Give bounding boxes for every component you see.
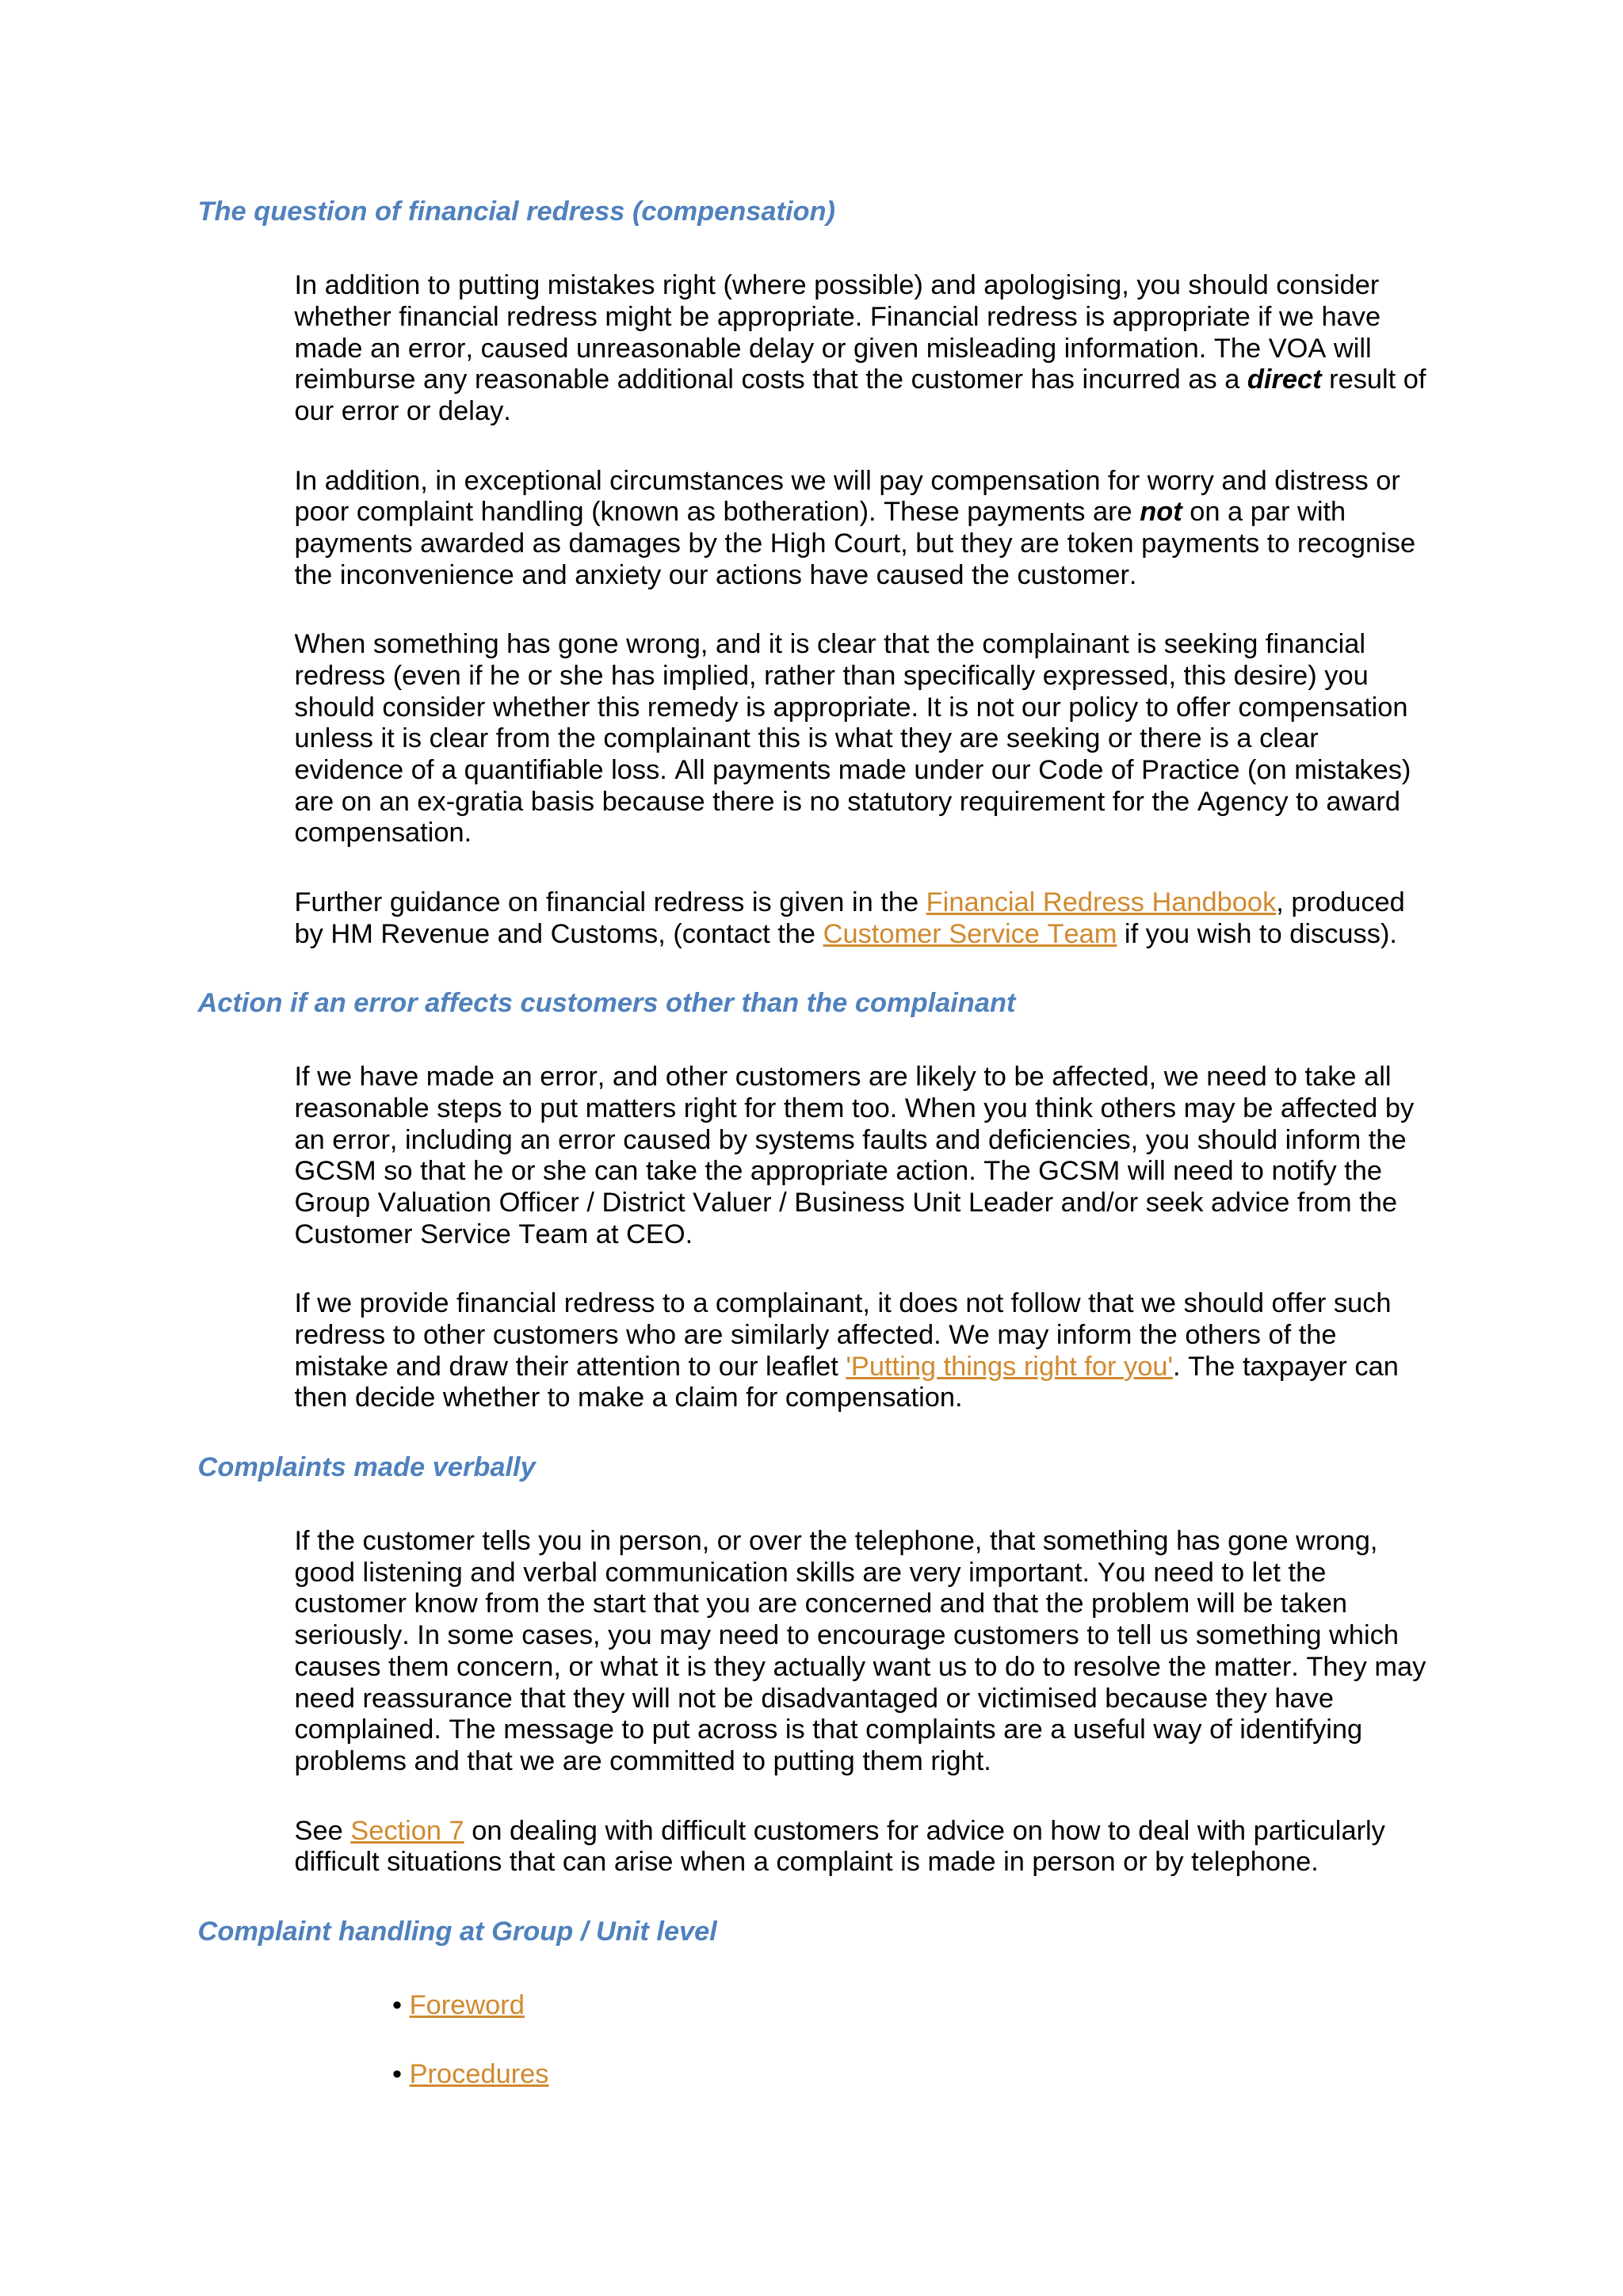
paragraph — [295, 270, 1434, 428]
paragraph-text: When something has gone wrong, and it is clear that the complainant is seeking financial redress (even if he or she has implied, rather than specifically expressed, this desire) you should consider whether this remedy is appropriate. It is not our policy to offer compensation unless it is clear from the complainant this is what they are seeking or there is a clear evidence of a quantifiable loss. All payments made under our Code of Practice (on mistakes) are on an ex-gratia basis because there is no statutory requirement for the Agency to award compensation. — [294, 629, 1411, 849]
emphasis-text: direct — [1247, 364, 1322, 395]
paragraph-text: result of our error or delay. — [294, 364, 1426, 427]
paragraph — [295, 466, 1434, 592]
paragraph-text: . The taxpayer can then decide whether to make a claim for compensation. — [294, 1351, 1399, 1413]
paragraph — [295, 887, 1434, 950]
paragraph — [295, 1526, 1434, 1778]
section-heading: Complaints made verbally — [197, 1451, 536, 1482]
bullet-glyph: • — [392, 2059, 403, 2090]
section-group-unit-level — [0, 1917, 1623, 2091]
procedures-link[interactable]: Procedures — [409, 2059, 549, 2090]
section-7-link[interactable]: Section 7 — [350, 1815, 464, 1846]
paragraph-text: on a par with payments awarded as damages by the High Court, but they are token payments to recognise the inconvenience and anxiety our actions have caused the customer. — [294, 497, 1416, 590]
section-heading: Action if an error affects customers other than the complainant — [197, 988, 1016, 1019]
list-item — [392, 2059, 1623, 2091]
paragraph-text: If we have made an error, and other customers are likely to be affected, we need to take all reasonable steps to put matters right for them too. When you think others may be affected by an error, including an error caused by systems faults and deficiencies, you should inform the GCSM so that he or she can take the appropriate action. The GCSM will need to notify the Group Valuation Officer / District Valuer / Business Unit Leader and/or seek advice from the Customer Service Team at CEO. — [294, 1062, 1415, 1249]
paragraph-text: on dealing with difficult customers for advice on how to deal with particularly difficult situations that can arise when a complaint is made in person or by telephone. — [294, 1815, 1385, 1878]
section-heading: Complaint handling at Group / Unit level — [197, 1916, 717, 1947]
paragraph-text: If we provide financial redress to a complainant, it does not follow that we should offer such redress to other customers who are similarly affected. We may inform the others of the mistake and draw their attention to our leaflet — [294, 1288, 1392, 1382]
paragraph-text: If the customer tells you in person, or over the telephone, that something has gone wrong, good listening and verbal communication skills are very important. You need to let the customer know from the start that you are concerned and that the problem will be taken seriously. In some cases, you may need to encourage customers to tell us something which causes them concern, or what it is they actually want us to do to resolve the matter. They may need reassurance that they will not be disadvantaged or victimised because they have complained. The message to put across is that complaints are a useful way of identifying problems and that we are committed to putting them right. — [294, 1526, 1426, 1776]
section-financial-redress — [0, 196, 1623, 950]
paragraph-text: if you wish to discuss). — [1117, 918, 1397, 949]
section-heading: The question of financial redress (compensation) — [197, 196, 835, 227]
foreword-link[interactable]: Foreword — [409, 1989, 525, 2020]
section-error-affects-others — [0, 988, 1623, 1414]
putting-things-right-leaflet-link[interactable]: 'Putting things right for you' — [846, 1351, 1174, 1382]
paragraph-text: In addition, in exceptional circumstances we will pay compensation for worry and distress or poor complaint handling (known as botheration). These payments are — [294, 465, 1400, 528]
section-complaints-verbally — [0, 1452, 1623, 1878]
paragraph — [295, 1288, 1434, 1414]
paragraph-text: In addition to putting mistakes right (where possible) and apologising, you should consider whether financial redress might be appropriate. Financial redress is appropriate if we have made an error, caused unreasonable delay or given misleading information. The VOA will reimburse any reasonable additional costs that the customer has incurred as a — [294, 270, 1381, 395]
paragraph-text: See — [294, 1815, 351, 1846]
bullet-glyph: • — [392, 1989, 403, 2020]
paragraph-text: , produced by HM Revenue and Customs, (contact the — [294, 887, 1405, 949]
customer-service-team-link[interactable]: Customer Service Team — [823, 918, 1117, 949]
list-item — [392, 1990, 1623, 2022]
paragraph-text: Further guidance on financial redress is given in the — [294, 887, 926, 917]
financial-redress-handbook-link[interactable]: Financial Redress Handbook — [926, 887, 1277, 917]
paragraph — [295, 629, 1434, 849]
emphasis-text: not — [1140, 497, 1182, 528]
paragraph — [295, 1816, 1434, 1878]
paragraph — [295, 1062, 1434, 1250]
link-list — [0, 1990, 1623, 2091]
